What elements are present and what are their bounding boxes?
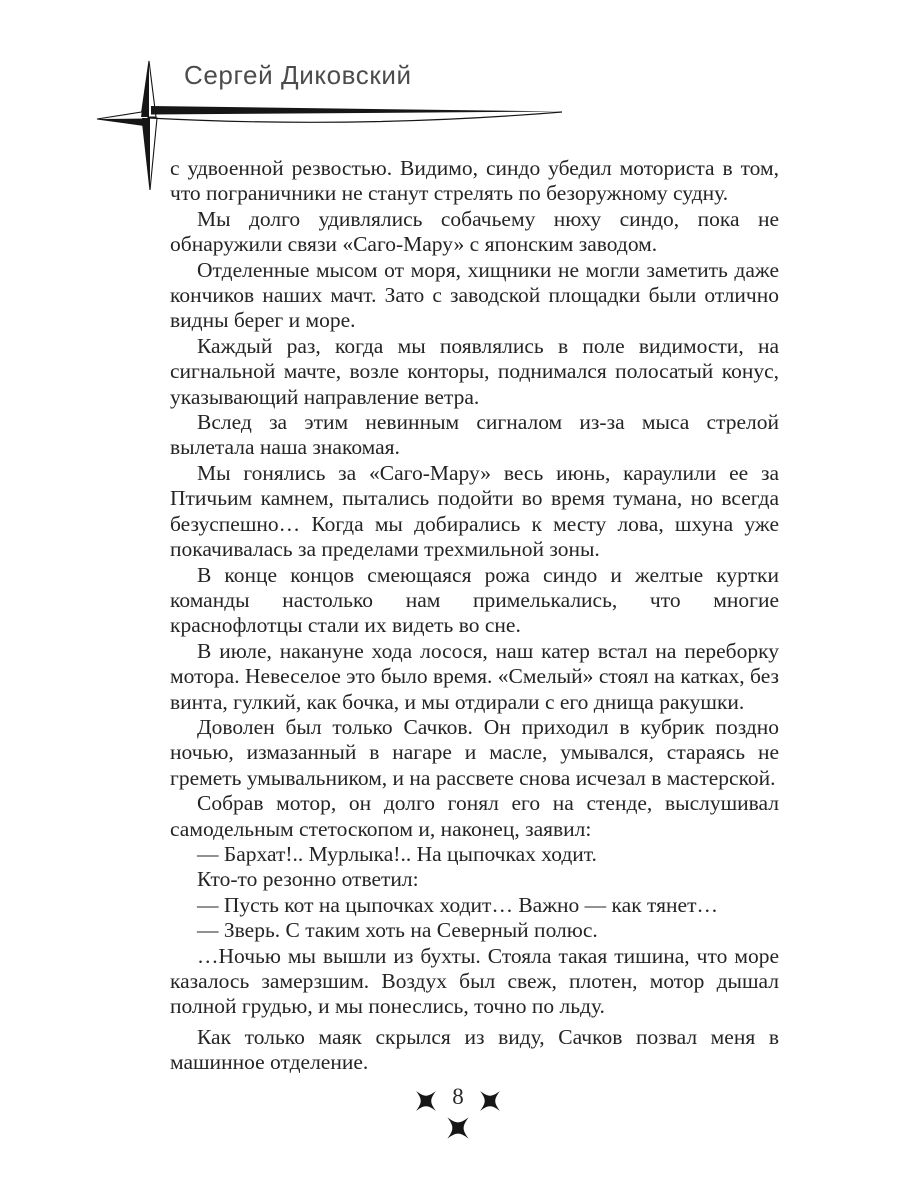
paragraph: — Пусть кот на цыпочках ходит… Важно — как тянет… bbox=[197, 892, 718, 917]
paragraph: Каждый раз, когда мы появлялись в поле видимости, на сигнальной мачте, возле конторы, поднимался полосатый конус, указывающий направление ветра. bbox=[170, 333, 779, 409]
paragraph: В конце концов смеющаяся рожа синдо и желтые куртки команды настолько нам примелькались, что многие краснофлотцы стали их видеть во сне. bbox=[170, 562, 779, 638]
paragraph: Мы гонялись за «Саго-Мару» весь июнь, караулили ее за Птичьим камнем, пытались подойти во время тумана, но всегда безуспешно… Когда мы добирались к месту лова, шхуна уже покачивалась за пределами трехмильной зоны. bbox=[170, 460, 779, 562]
paragraph: Мы долго удивлялись собачьему нюху синдо, пока не обнаружили связи «Саго-Мару» с японским заводом. bbox=[170, 206, 779, 257]
paragraph: — Зверь. С таким хоть на Северный полюс. bbox=[197, 918, 598, 943]
paragraph: Вслед за этим невинным сигналом из-за мыса стрелой вылетала наша знакомая. bbox=[170, 410, 779, 460]
paragraph: с удвоенной резвостью. Видимо, синдо убедил моториста в том, что пограничники не станут стрелять по безоружному судну. bbox=[170, 156, 779, 206]
page-footer bbox=[0, 1086, 900, 1144]
paragraph: Отделенные мысом от моря, хищники не могли заметить даже кончиков наших мачт. Зато с заводской площадки были отлично видны берег и море. bbox=[170, 257, 779, 333]
body-text bbox=[170, 156, 779, 1076]
paragraph: …Ночью мы вышли из бухты. Стояла такая тишина, что море казалось замерзшим. Воздух был свеж, плотен, мотор дышал полной грудью, и мы понеслись, точно по льду. bbox=[170, 943, 779, 1019]
star-icon bbox=[411, 1086, 441, 1116]
author-name: Сергей Диковский bbox=[184, 60, 412, 90]
paragraph: В июле, накануне хода лосося, наш катер встал на переборку мотора. Невеселое это было время. «Смелый» стоял на катках, без винта, гулкий, как бочка, и мы отдирали с его днища ракушки. bbox=[170, 638, 779, 714]
star-icon bbox=[442, 1112, 474, 1144]
paragraph: — Бархат!.. Мурлыка!.. На цыпочках ходит. bbox=[197, 841, 597, 866]
paragraph: Как только маяк скрылся из виду, Сачков позвал меня в машинное отделение. bbox=[170, 1024, 779, 1075]
paragraph: Доволен был только Сачков. Он приходил в кубрик поздно ночью, измазанный в нагаре и масле, умывался, стараясь не греметь умывальником, и на рассвете снова исчезал в мастерской. bbox=[170, 714, 779, 790]
page-number: 8 bbox=[452, 1084, 464, 1109]
paragraph: Кто-то резонно ответил: bbox=[197, 867, 419, 892]
paragraph: Собрав мотор, он долго гонял его на стенде, выслушивал самодельным стетоскопом и, наконец, заявил: bbox=[170, 791, 779, 841]
star-icon bbox=[475, 1086, 505, 1116]
